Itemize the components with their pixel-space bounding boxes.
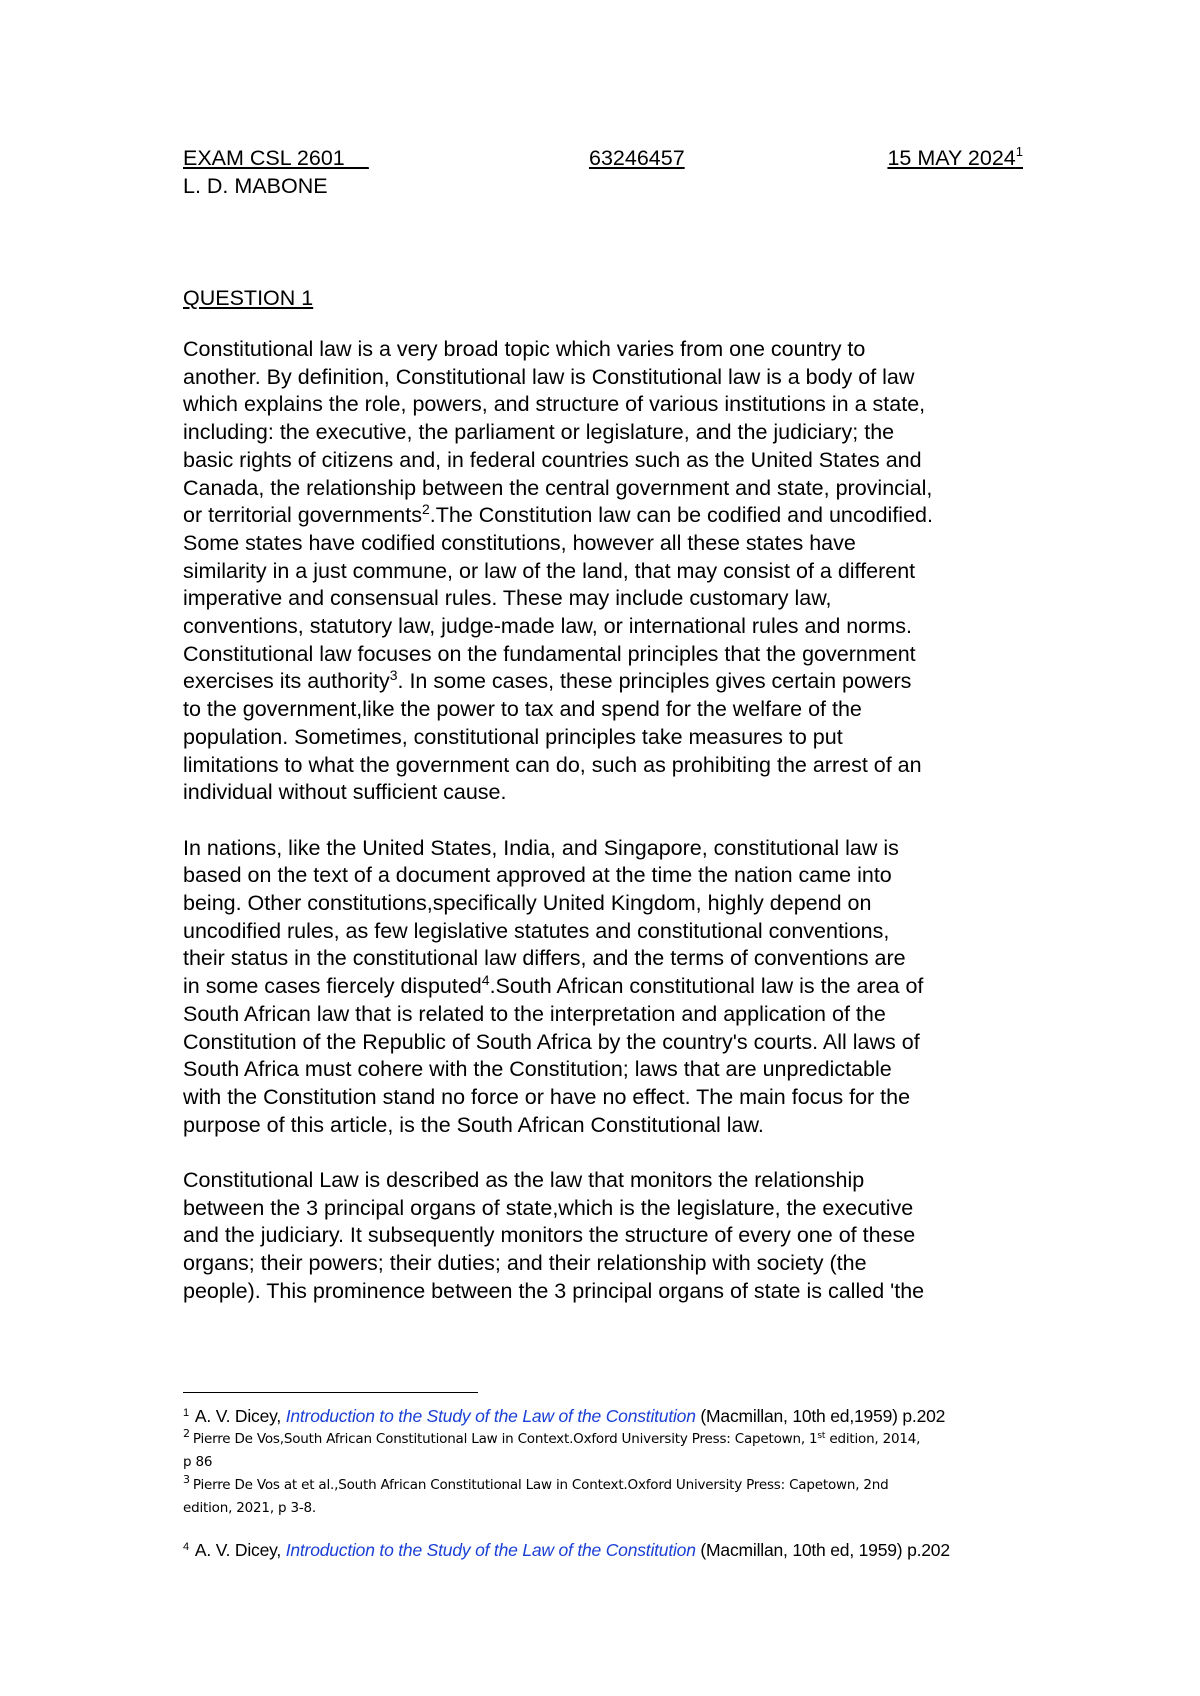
student-number: 63246457 xyxy=(589,146,685,170)
text-line: Constitutional law focuses on the fundamental principles that the government xyxy=(183,641,916,666)
text-line: which explains the role, powers, and structure of various institutions in a state, xyxy=(183,392,926,417)
footnote-1 xyxy=(183,1404,1033,1428)
footnote-marker: 3 xyxy=(183,1473,190,1486)
footnote-marker: 4 xyxy=(183,1541,189,1553)
text-run: .South African constitutional law is the area of xyxy=(489,974,924,999)
footnote-ref-2[interactable]: 2 xyxy=(421,501,430,518)
text-line: basic rights of citizens and, in federal countries such as the United States and xyxy=(183,447,922,472)
footnote-text: A. V. Dicey, xyxy=(194,1406,286,1426)
paragraph-3 xyxy=(183,1167,1033,1306)
text-line: organs; their powers; their duties; and their relationship with society (the xyxy=(183,1251,867,1276)
text-line: South African law that is related to the interpretation and application of the xyxy=(183,1001,886,1026)
text-line: In nations, like the United States, India, and Singapore, constitutional law is xyxy=(183,835,899,860)
text-line: purpose of this article, is the South African Constitutional law. xyxy=(183,1112,764,1137)
text-line: to the government,like the power to tax and spend for the welfare of the xyxy=(183,697,862,722)
text-line xyxy=(183,502,1033,530)
text-line: uncodified rules, as few legislative statutes and constitutional conventions, xyxy=(183,918,890,943)
text-run: . In some cases, these principles gives certain powers xyxy=(397,669,912,694)
document-header xyxy=(183,146,1023,176)
exam-date xyxy=(887,146,1023,171)
answer-body xyxy=(183,336,1033,1333)
text-line: similarity in a just commune, or law of the land, that may consist of a different xyxy=(183,558,916,583)
text-line: people). This prominence between the 3 principal organs of state is called 'the xyxy=(183,1278,925,1303)
text-line: with the Constitution stand no force or have no effect. The main focus for the xyxy=(183,1084,911,1109)
text-line: their status in the constitutional law differs, and the terms of conventions are xyxy=(183,946,906,971)
text-line: being. Other constitutions,specifically United Kingdom, highly depend on xyxy=(183,891,872,916)
text-line: conventions, statutory law, judge-made law, or international rules and norms. xyxy=(183,614,913,639)
author-name: L. D. MABONE xyxy=(183,174,328,198)
text-line: limitations to what the government can do, such as prohibiting the arrest of an xyxy=(183,752,922,777)
text-line: population. Sometimes, constitutional principles take measures to put xyxy=(183,724,843,749)
paragraph-1 xyxy=(183,336,1033,807)
text-line: another. By definition, Constitutional law is Constitutional law is a body of law xyxy=(183,364,915,389)
footnote-ref-3[interactable]: 3 xyxy=(389,667,398,684)
text-line: Constitutional Law is described as the law that monitors the relationship xyxy=(183,1168,865,1193)
footnote-text: edition, 2021, p 3-8. xyxy=(183,1500,317,1516)
exam-code: EXAM CSL 2601__ xyxy=(183,146,369,170)
text-line: between the 3 principal organs of state,which is the legislature, the executive xyxy=(183,1195,914,1220)
paragraph-2 xyxy=(183,835,1033,1140)
footnote-2 xyxy=(183,1428,1033,1451)
text-line xyxy=(183,973,1033,1001)
text-line: based on the text of a document approved at the time the nation came into xyxy=(183,863,892,888)
footnote-text: A. V. Dicey, xyxy=(194,1540,286,1560)
footnote-ref-1[interactable]: 1 xyxy=(1015,144,1023,159)
footnote-ref-4[interactable]: 4 xyxy=(481,972,490,989)
text-run: .The Constitution law can be codified and uncodified. xyxy=(429,503,933,528)
question-heading: QUESTION 1 xyxy=(183,286,314,310)
footnote-3-continued xyxy=(183,1497,1033,1520)
footnote-text: p 86 xyxy=(183,1454,213,1470)
citation-link[interactable]: Introduction to the Study of the Law of the Constitution xyxy=(285,1540,696,1560)
text-run: or territorial governments xyxy=(183,503,422,528)
text-line: South Africa must cohere with the Constitution; laws that are unpredictable xyxy=(183,1057,892,1082)
footnote-text: (Macmillan, 10th ed,1959) p.202 xyxy=(695,1406,946,1426)
footnote-text: Pierre De Vos at et al.,South African Constitutional Law in Context.Oxford University Press: Capetown, 2nd xyxy=(192,1477,889,1493)
footnote-4 xyxy=(183,1538,1033,1562)
footnotes xyxy=(183,1404,1033,1562)
footnote-2-continued xyxy=(183,1451,1033,1474)
text-line xyxy=(183,668,1033,696)
footnote-text: (Macmillan, 10th ed, 1959) p.202 xyxy=(695,1540,950,1560)
footnote-marker: 2 xyxy=(183,1427,190,1440)
footnote-text: edition, 2014, xyxy=(825,1431,921,1447)
text-line: individual without sufficient cause. xyxy=(183,780,507,805)
ordinal-suffix: st xyxy=(817,1431,826,1441)
text-line: Some states have codified constitutions, however all these states have xyxy=(183,530,856,555)
text-run: exercises its authority xyxy=(183,669,390,694)
footnote-text: Pierre De Vos,South African Constitutional Law in Context.Oxford University Press: Capetown, 1 xyxy=(192,1431,818,1447)
text-run: in some cases fiercely disputed xyxy=(183,974,482,999)
text-line: Constitution of the Republic of South Africa by the country's courts. All laws of xyxy=(183,1029,920,1054)
footnote-marker: 1 xyxy=(183,1407,189,1419)
footnote-separator xyxy=(183,1392,478,1393)
exam-date-text: 15 MAY 2024 xyxy=(887,146,1016,170)
footnote-3 xyxy=(183,1474,1033,1497)
text-line: imperative and consensual rules. These may include customary law, xyxy=(183,586,832,611)
text-line: and the judiciary. It subsequently monitors the structure of every one of these xyxy=(183,1223,916,1248)
text-line: including: the executive, the parliament or legislature, and the judiciary; the xyxy=(183,420,895,445)
citation-link[interactable]: Introduction to the Study of the Law of the Constitution xyxy=(285,1406,696,1426)
text-line: Constitutional law is a very broad topic which varies from one country to xyxy=(183,337,866,361)
text-line: Canada, the relationship between the central government and state, provincial, xyxy=(183,475,933,500)
